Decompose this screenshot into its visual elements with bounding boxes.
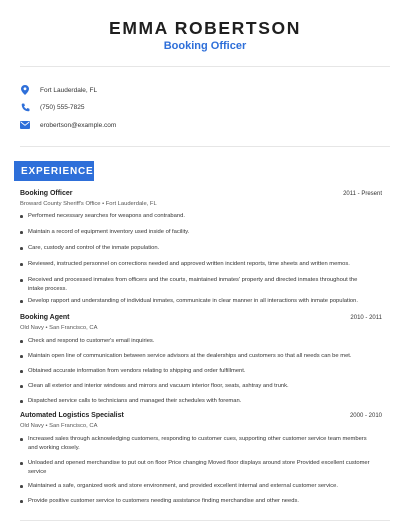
list-item: Dispatched service calls to technicians and managed their schedules with foreman. xyxy=(20,397,370,406)
job-title: Booking Agent xyxy=(20,314,70,321)
list-item: Maintained a safe, organized work and store environment, and provided excellent internal and external customer service. xyxy=(20,482,370,491)
list-item: Maintain a record of equipment inventory used inside of facility. xyxy=(20,228,370,237)
experience-heading: EXPERIENCE xyxy=(14,161,94,181)
list-item: Check and respond to customer's email inquiries. xyxy=(20,337,370,346)
job-title: Automated Logistics Specialist xyxy=(20,412,124,419)
job-employer: Old Navy xyxy=(20,423,44,429)
list-item: Reviewed, instructed personnel on corrections needed and approved written incident reports, time sheets and written memos. xyxy=(20,260,370,269)
job-dates: 2010 - 2011 xyxy=(350,315,382,321)
contact-location xyxy=(20,84,97,96)
job-employer: Old Navy xyxy=(20,325,44,331)
header-divider xyxy=(20,66,390,67)
job-employer: Broward County Sheriff's Office xyxy=(20,201,101,207)
job-location: Fort Lauderdale, FL xyxy=(105,201,157,207)
contact-email xyxy=(20,119,116,131)
phone-icon xyxy=(20,102,30,112)
job-dates: 2000 - 2010 xyxy=(349,413,382,419)
list-item: Maintain open line of communication between service advisors at the dealerships and customers so that all needs can be met. xyxy=(20,352,370,361)
list-item: Provide positive customer service to customers needing assistance finding merchandise and other needs. xyxy=(20,497,370,506)
contact-email-text: erobertson@example.com xyxy=(40,121,117,129)
job-employer-line: Broward County Sheriff's Office • Fort Lauderdale, FL xyxy=(20,201,157,207)
contact-phone xyxy=(20,101,84,113)
footer-divider xyxy=(20,520,390,521)
list-item: Increased sales through acknowledging customers, responding to customer cues, supporting other customer service team members and working closely. xyxy=(20,435,370,452)
job-employer-line: Old Navy • San Francisco, CA xyxy=(20,325,98,331)
job-employer-line: Old Navy • San Francisco, CA xyxy=(20,423,98,429)
contact-divider xyxy=(20,146,390,147)
resume-name: EMMA ROBERTSON xyxy=(109,18,301,38)
resume-title: Booking Officer xyxy=(163,40,247,52)
list-item: Performed necessary searches for weapons and contraband. xyxy=(20,212,370,221)
list-item: Unloaded and opened merchandise to put out on floor Price changing Moved floor displays around store Provided excellent customer service xyxy=(20,459,370,476)
job-location: San Francisco, CA xyxy=(49,423,98,429)
contact-phone-text: (750) 555-7825 xyxy=(40,103,85,111)
list-item: Clean all exterior and interior windows and mirrors and vacuum interior floor, seats, ashtray and trunk. xyxy=(20,382,370,391)
job-location: San Francisco, CA xyxy=(49,325,98,331)
contact-location-text: Fort Lauderdale, FL xyxy=(40,86,98,94)
envelope-icon xyxy=(20,120,30,130)
list-item: Received and processed inmates from officers and the courts, maintained inmates' property and directed inmates throughout the intake process. xyxy=(20,276,370,293)
job-title: Booking Officer xyxy=(20,190,73,197)
list-item: Obtained accurate information from vendors relating to shipping and order fulfillment. xyxy=(20,367,370,376)
location-pin-icon xyxy=(20,85,30,95)
list-item: Develop rapport and understanding of individual inmates, communicate in clear manner in all interactions with inmate population. xyxy=(20,297,370,306)
job-dates: 2011 - Present xyxy=(343,191,382,197)
list-item: Care, custody and control of the inmate population. xyxy=(20,244,370,253)
